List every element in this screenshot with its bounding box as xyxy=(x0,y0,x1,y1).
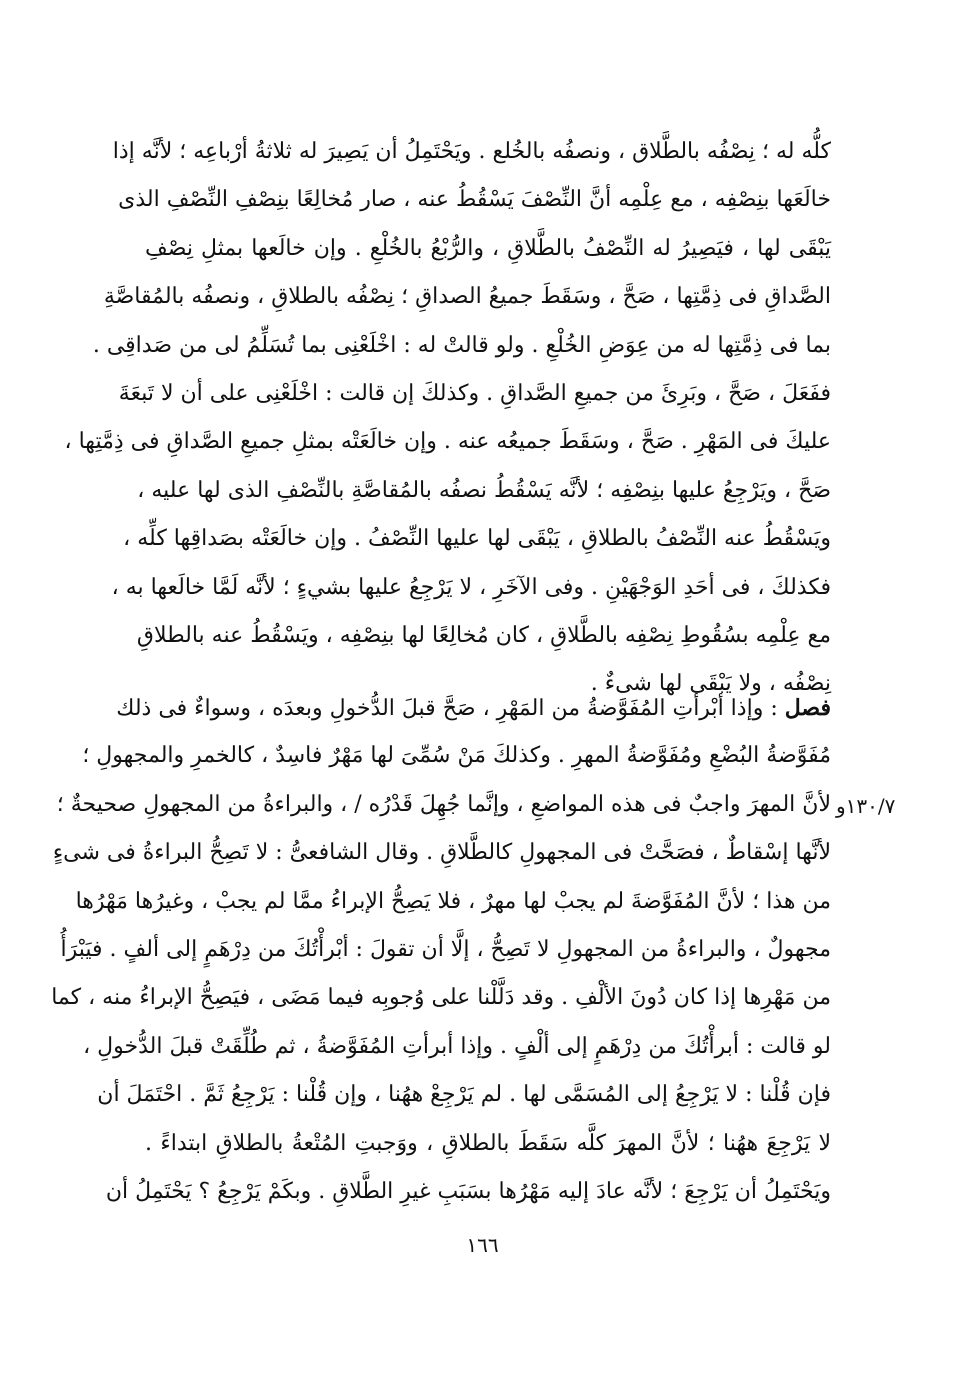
text-line: فإن قُلْنا : لا يَرْجِعُ إلى المُسَمَّى لها . لم يَرْجِعْ ههُنا ، وإن قُلْنا : يَرْجِعُ ثَمَّ . احْتَمَلَ أن xyxy=(97,1082,831,1108)
text-line: كلُّه له ؛ نِصْفُه بالطَّلاق ، ونصفُه بالخُلع . ويَحْتَمِلُ أن يَصِيرَ له ثلاثةُ أرْباعِه ؛ لأنَّه إذا xyxy=(112,139,831,164)
text-line: لأنَّ المهرَ واجبٌ فى هذه المواضعِ ، وإنَّما جُهِلَ قَدْرُه / ، والبراءةُ من المجهولِ صحيحةٌ ؛ xyxy=(56,791,831,817)
text-line: ففَعَلَ ، صَحَّ ، وبَرِئَ من جميعِ الصَّداقِ . وكذلكَ إن قالت : اخْلَعْنِى على أن لا تَبعَةَ xyxy=(118,380,831,406)
page-number: ١٦٦ xyxy=(466,1233,499,1257)
margin-note: ١٣٠/٧و xyxy=(836,794,896,818)
text-line: فكذلكَ ، فى أحَدِ الوَجْهَيْنِ . وفى الآخَرِ ، لا يَرْجِعُ عليها بشيءٍ ؛ لأنَّه لَمَّا خالَعها به ، xyxy=(111,574,831,600)
text-line: نِصْفُه ، ولا يَبْقَى لها شىءٌ . xyxy=(590,671,831,697)
text-line: لأنَّها إسْقاطٌ ، فصَحَّتْ فى المجهولِ كالطَّلاقِ . وقال الشافعىُّ : لا تَصِحُّ البراءةُ فى شىءٍ xyxy=(52,840,831,866)
text-line: يَبْقَى لها ، فيَصِيرُ له النِّصْفُ بالطَّلاقِ ، والرُّبْعُ بالخُلْعِ . وإن خالَعها بمثلِ نِصْفِ xyxy=(145,235,831,261)
text-line: مجهولٌ ، والبراءةُ من المجهولِ لا تَصِحُّ ، إلَّا أن تقولَ : أبْرأْتُكَ من دِرْهَمٍ إلى ألفٍ . فيَبْرَأُ xyxy=(60,936,831,962)
text-line: خالَعَها بنِصْفِه ، مع عِلْمِه أنَّ النِّصْفَ يَسْقُطُ عنه ، صار مُخالِعًا بنِصْفِ النِّصْفِ الذى xyxy=(118,187,831,213)
text-line: الصَّداقِ فى ذِمَّتِها ، صَحَّ ، وسَقَطَ جميعُ الصداقِ ؛ نِصْفُه بالطلاقِ ، ونصفُه بالمُقاصَّةِ xyxy=(103,284,831,310)
text-line: من هذا ؛ لأنَّ المُفَوَّضةَ لم يجبْ لها مهرٌ ، فلا يَصِحُّ الإبراءُ ممَّا لم يجبْ ، وغيرُها مَهْرُها xyxy=(75,888,831,914)
section-heading: فصل xyxy=(784,695,831,721)
text-line: عليكَ فى المَهْرِ . صَحَّ ، وسَقَطَ جميعُه عنه . وإن خالَعَتْه بمثلِ جميعِ الصَّداقِ فى ذِمَّتِها ، xyxy=(64,429,831,455)
text-line: ويَحْتَمِلُ أن يَرْجِعَ ؛ لأنَّه عادَ إليه مَهْرُها بسَبَبِ غيرِ الطَّلاقِ . وبكَمْ يَرْجِعُ ؟ يَحْتَمِلُ أن xyxy=(105,1178,831,1204)
text-line: ويَسْقُطُ عنه النِّصْفُ بالطلاقِ ، يَبْقَى لها عليها النِّصْفُ . وإن خالَعَتْه بصَداقِها كلِّه ، xyxy=(123,526,831,552)
paragraph-2 xyxy=(51,684,831,1216)
text-line: بما فى ذِمَّتِها له من عِوَضِ الخُلْعِ . ولو قالتْ له : اخْلَعْنِى بما تُسَلِّمُ لى من صَداقِى . xyxy=(92,332,831,358)
text-line: لو قالت : أبرأْتُكَ من دِرْهَمٍ إلى ألْفٍ . وإذا أبرأتِ المُفَوَّضةُ ، ثم طُلِّقَتْ قبلَ الدُّخولِ ، xyxy=(83,1033,831,1059)
text-line: مع عِلْمِه بسُقُوطِ نِصْفِه بالطَّلاقِ ، كان مُخالِعًا لها بنِصْفِه ، ويَسْقُطُ عنه بالطلاقِ xyxy=(136,622,831,648)
text-line-rest: : وإذا أبْرأتِ المُفَوَّضةُ من المَهْرِ ، صَحَّ قبلَ الدُّخولِ وبعدَه ، وسواءٌ فى ذلك xyxy=(116,696,778,721)
text-line: لا يَرْجِعَ ههُنا ؛ لأنَّ المهرَ كلَّه سَقَطَ بالطلاقِ ، ووَجبتِ المُتْعةُ بالطلاقِ ابتداءً . xyxy=(145,1130,831,1156)
text-line-first xyxy=(116,684,831,732)
text-line: مُفَوَّضةُ البُضْعِ ومُفَوَّضةُ المهرِ . وكذلكَ مَنْ سُمِّىَ لها مَهْرٌ فاسِدٌ ، كالخمرِ والمجهولِ ؛ xyxy=(82,743,831,769)
text-line: صَحَّ ، ويَرْجِعُ عليها بنِصْفِه ؛ لأنَّه يَسْقُطُ نصفُه بالمُقاصَّةِ بالنِّصْفِ الذى لها عليه ، xyxy=(137,477,831,503)
text-line: من مَهْرِها إذا كان دُونَ الألْفِ . وقد دَلَّلْنا على وُجوبِه فيما مَضَى ، فيَصِحُّ الإبراءُ منه ، كما xyxy=(51,985,831,1011)
